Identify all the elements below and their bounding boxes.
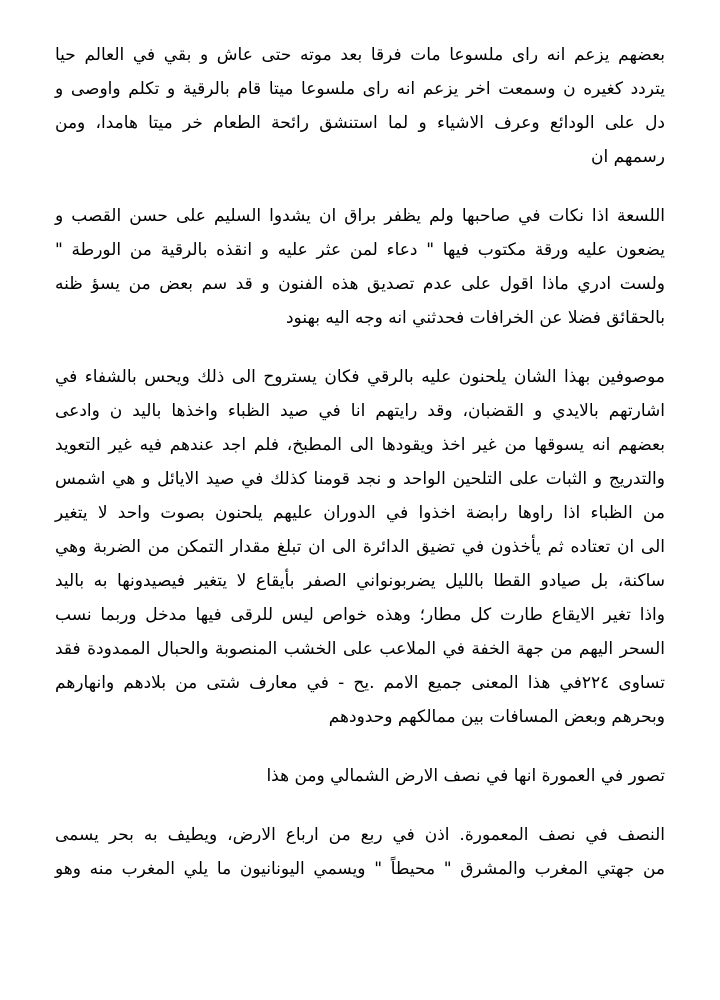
- text-line: بعضهم يزعم انه راى ملسوعا مات فرقا بعد موته حتى عاش و بقي في العالم حيا: [55, 45, 665, 65]
- text-line: وبحرهم وبعض المسافات بين ممالكهم وحدودهم: [328, 707, 665, 727]
- text-line: ساكنة، بل صيادو القطا بالليل يضربونواني الصفر بأيقاع لا يتغير فيصيدونها به باليد: [55, 571, 665, 591]
- text-line: اشارتهم بالايدي و القضبان، وقد رايتهم انا في صيد الظباء واخذها باليد ن وادعى: [55, 401, 665, 421]
- text-line: ولست ادري ماذا اقول على عدم تصديق هذه الفنون و قد سم بعض من يسؤ ظنه: [55, 274, 665, 294]
- text-line: السحر اليهم من جهة الخفة في الملاعب على الخشب المنصوبة والحبال الممدودة فقد: [55, 639, 665, 659]
- text-line: رسمهم ان: [590, 147, 665, 167]
- document-page: [55, 38, 665, 911]
- text-line: الى ان تعتاده ثم يأخذون في تضيق الدائرة الى ان تبلغ مقدار التمكن من الضربة وهي: [55, 537, 665, 557]
- text-line: تصور في العمورة انها في نصف الارض الشمالي ومن هذا: [266, 766, 665, 786]
- text-line: يضعون عليه ورقة مكتوب فيها " دعاء لمن عثر عليه و انقذه بالرقية من الورطة ": [55, 240, 665, 260]
- text-line: من جهتي المغرب والمشرق " محيطاً " ويسمي اليونانيون ما يلي المغرب منه وهو: [55, 859, 665, 879]
- text-line: يتردد كغيره ن وسمعت اخر يزعم انه راى ملسوعا ميتا قام بالرقية و تكلم واوصى و: [55, 79, 665, 99]
- paragraph-5: [55, 818, 665, 886]
- text-line: من الظباء اذا راوها رابضة اخذوا في الدوران عليهم يلحنون بصوت واحد لا يتغير: [55, 503, 665, 523]
- text-line: اللسعة اذا نكات في صاحبها ولم يظفر براق ان يشدوا السليم على حسن القصب و: [55, 206, 665, 226]
- text-line: تساوى ٢٢٤في هذا المعنى جميع الامم .يح - في معارف شتى من بلادهم وانهارهم: [55, 673, 665, 693]
- text-line: بعضهم انه يسوقها من غير اخذ ويقودها الى المطبخ، فلم اجد عندهم فيه غير التعويد: [55, 435, 665, 455]
- paragraph-3: [55, 360, 665, 734]
- text-line: دل على الودائع وعرف الاشياء و لما استنشق رائحة الطعام خر ميتا هامدا، ومن: [55, 113, 665, 133]
- text-line: بالحقائق فضلا عن الخرافات فحدثني انه وجه اليه بهنود: [285, 308, 665, 328]
- text-line: النصف في نصف المعمورة. اذن في ربع من ارباع الارض، ويطيف به بحر يسمى: [55, 825, 665, 845]
- text-line: موصوفين بهذا الشان يلحنون عليه بالرقي فكان يستروح الى ذلك ويحس بالشفاء في: [55, 367, 665, 387]
- paragraph-4: [55, 759, 665, 793]
- paragraph-2: [55, 199, 665, 335]
- paragraph-1: [55, 38, 665, 174]
- text-line: والتدريج و الثبات على التلحين الواحد و نجد قومنا كذلك في صيد الايائل و هي اشمس: [55, 469, 665, 489]
- text-line: واذا تغير الايقاع طارت كل مطار؛ وهذه خواص ليس للرقى فيها مدخل وربما نسب: [55, 605, 665, 625]
